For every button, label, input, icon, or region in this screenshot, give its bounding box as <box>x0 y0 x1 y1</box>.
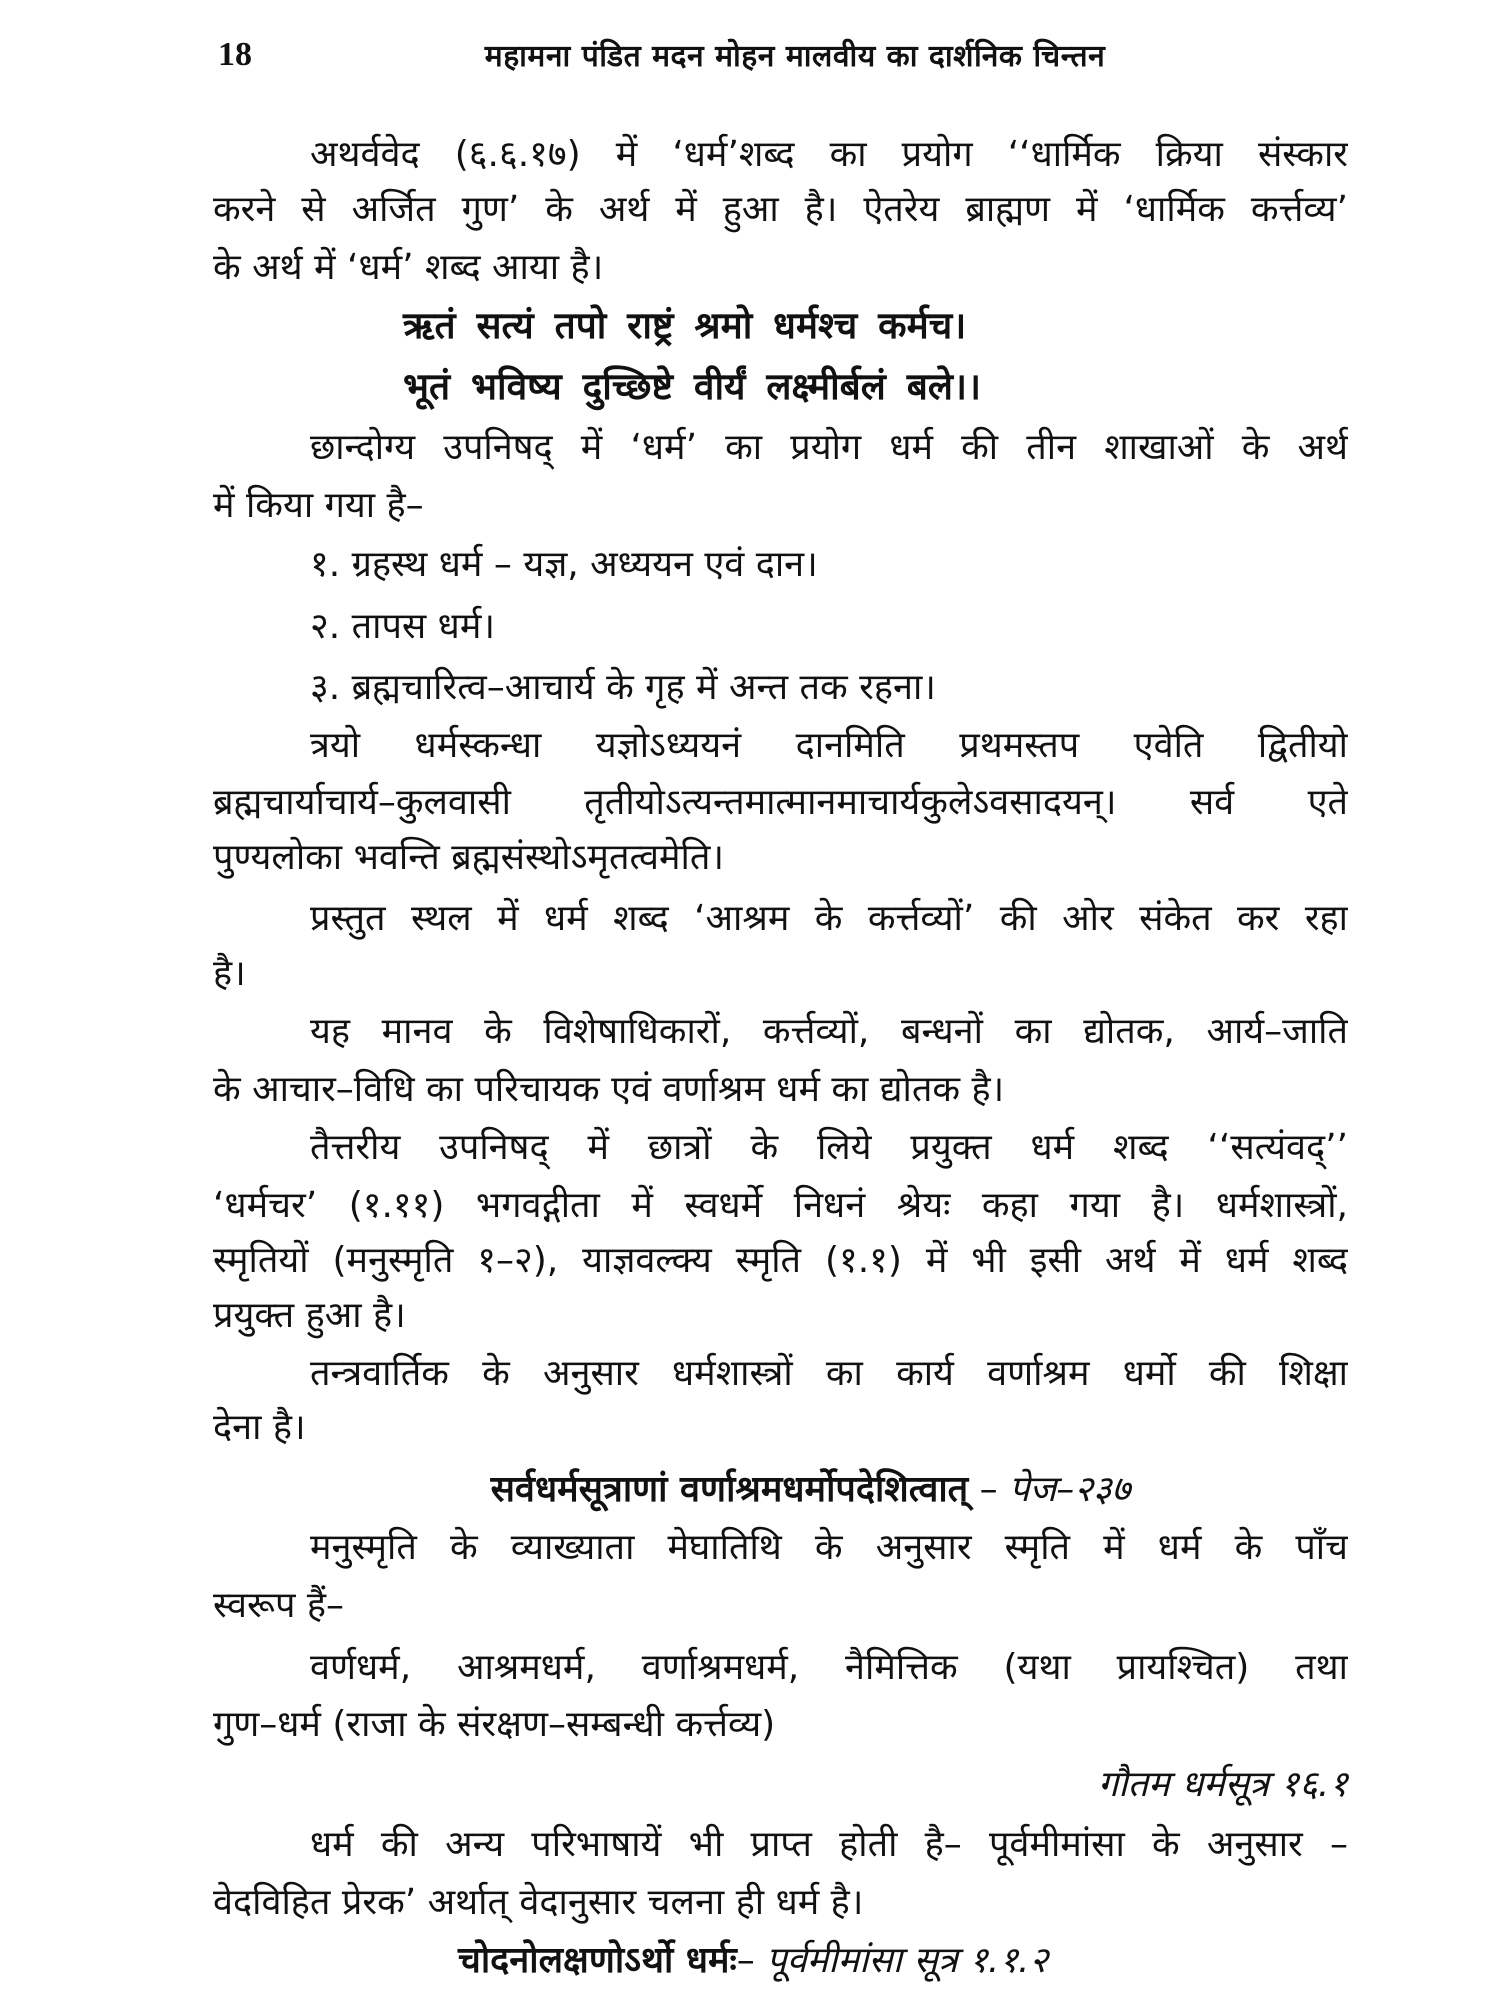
sutra-quote-line <box>213 1461 1348 1519</box>
paragraph-line: वेदविहित प्रेरक’ अर्थात् वेदानुसार चलना ही धर्म है। <box>213 1882 864 1923</box>
paragraph-line: करने से अर्जित गुण’ के अर्थ में हुआ है। ऐतरेय ब्राह्मण में ‘धार्मिक कर्त्तव्य’ <box>213 189 1348 230</box>
paragraph-line: यह मानव के विशेषाधिकारों, कर्त्तव्यों, बन्धनों का द्योतक, आर्य–जाति <box>310 1011 1348 1052</box>
paragraph-line: अथर्ववेद (६.६.१७) में ‘धर्म’शब्द का प्रयोग ‘‘धार्मिक क्रिया संस्कार <box>310 134 1348 175</box>
paragraph-line: धर्म की अन्य परिभाषायें भी प्राप्त होती है– पूर्वमीमांसा के अनुसार – <box>310 1824 1348 1865</box>
paragraph-line: तन्त्रवार्तिक के अनुसार धर्मशास्त्रों का कार्य वर्णाश्रम धर्मो की शिक्षा <box>310 1353 1348 1394</box>
list-item: १. ग्रहस्थ धर्म – यज्ञ, अध्ययन एवं दान। <box>310 544 818 585</box>
paragraph-line: के आचार–विधि का परिचायक एवं वर्णाश्रम धर्म का द्योतक है। <box>213 1069 1005 1110</box>
verse-line: ऋतं सत्यं तपो राष्ट्रं श्रमो धर्मश्च कर्मच। <box>403 304 967 347</box>
sanskrit-line: पुण्यलोका भवन्ति ब्रह्मसंस्थोऽमृतत्वमेति। <box>213 837 725 878</box>
final-quote: चोदनोलक्षणोऽर्थो धर्मः <box>458 1940 737 1981</box>
paragraph-line: स्मृतियों (मनुस्मृति १–२), याज्ञवल्क्य स्मृति (१.१) में भी इसी अर्थ में धर्म शब्द <box>213 1240 1348 1281</box>
sutra-dash: – <box>968 1469 1010 1510</box>
sanskrit-line: त्रयो धर्मस्कन्धा यज्ञोऽध्ययनं दानमिति प्रथमस्तप एवेति द्वितीयो <box>310 725 1348 766</box>
paragraph-line: में किया गया है– <box>213 485 424 526</box>
paragraph-line: ‘धर्मचर’ (१.११) भगवद्गीता में स्वधर्मे निधनं श्रेयः कहा गया है। धर्मशास्त्रों, <box>213 1185 1348 1226</box>
paragraph-line: स्वरूप हैं– <box>213 1585 344 1626</box>
verse-line: भूतं भविष्य दुच्छिष्टे वीर्यं लक्ष्मीर्बलं बले।। <box>403 365 982 408</box>
paragraph-line: प्रयुक्त हुआ है। <box>213 1295 406 1336</box>
final-dash: – <box>736 1940 767 1981</box>
paragraph-line: छान्दोग्य उपनिषद् में ‘धर्म’ का प्रयोग धर्म की तीन शाखाओं के अर्थ <box>310 427 1348 468</box>
sutra-source: पेज–२३७ <box>1009 1469 1131 1510</box>
final-source: पूर्वमीमांसा सूत्र १.१.२ <box>766 1940 1049 1981</box>
list-item: ३. ब्रह्मचारित्व–आचार्य के गृह में अन्त तक रहना। <box>310 667 936 708</box>
sutra-quote: सर्वधर्मसूत्राणां वर्णाश्रमधर्मोपदेशित्वात् <box>490 1469 969 1510</box>
sanskrit-line: ब्रह्मचार्याचार्य–कुलवासी तृतीयोऽत्यन्तमात्मानमाचार्यकुलेऽवसादयन्। सर्व एते <box>213 782 1348 823</box>
paragraph-line: वर्णधर्म, आश्रमधर्म, वर्णाश्रमधर्म, नैमित्तिक (यथा प्रायश्चित) तथा <box>310 1647 1348 1688</box>
final-quote-line <box>458 1932 1258 1990</box>
citation: गौतम धर्मसूत्र १६.१ <box>1097 1764 1348 1805</box>
paragraph-line: प्रस्तुत स्थल में धर्म शब्द ‘आश्रम के कर्त्तव्यों’ की ओर संकेत कर रहा <box>310 898 1348 939</box>
list-item: २. तापस धर्म। <box>310 606 495 647</box>
paragraph-line: गुण–धर्म (राजा के संरक्षण–सम्बन्धी कर्त्तव्य) <box>213 1704 776 1745</box>
paragraph-line: है। <box>213 953 246 994</box>
paragraph-line: देना है। <box>213 1407 306 1448</box>
page-number: 18 <box>218 36 252 73</box>
paragraph-line: के अर्थ में ‘धर्म’ शब्द आया है। <box>213 247 604 288</box>
running-title: महामना पंडित मदन मोहन मालवीय का दार्शनिक चिन्तन <box>484 39 1106 74</box>
paragraph-line: मनुस्मृति के व्याख्याता मेघातिथि के अनुसार स्मृति में धर्म के पाँच <box>310 1527 1348 1568</box>
paragraph-line: तैत्तरीय उपनिषद् में छात्रों के लिये प्रयुक्त धर्म शब्द ‘‘सत्यंवद्’’ <box>310 1127 1348 1168</box>
